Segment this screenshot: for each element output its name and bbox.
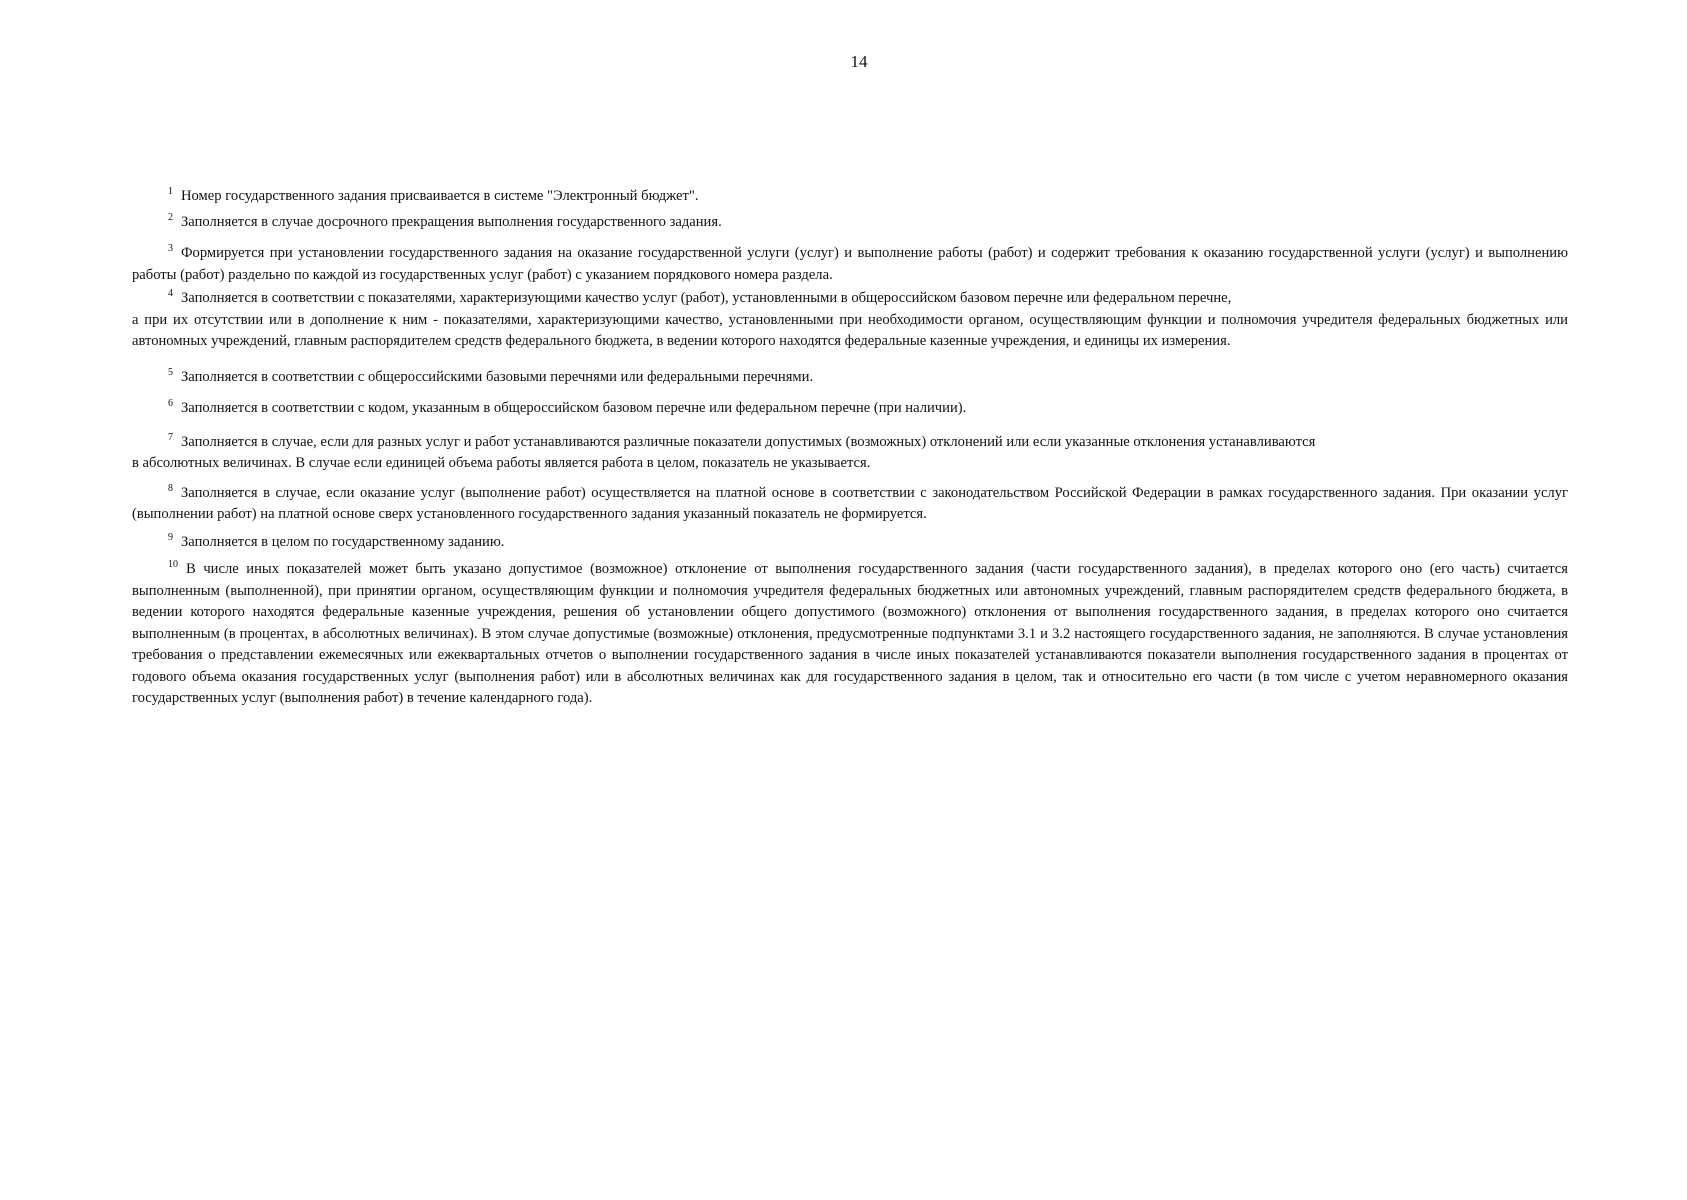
footnote-text: Формируется при установлении государственного задания на оказание государственной услуги (услуг) и выполнение работы (работ) и содержит требования к оказанию государственной услуги (услуг) и выполнению работы (работ) раздельно по каждой из государственных услуг (работ) с указанием порядкового номера раздела.: [132, 245, 1568, 283]
footnote-text: в абсолютных величинах. В случае если единицей объема работы является работа в целом, показатель не указывается.: [132, 455, 871, 471]
footnote-text: а при их отсутствии или в дополнение к ним - показателями, характеризующими качество, установленными при необходимости органом, осуществляющим функции и полномочия учредителя федеральных бюджетных или автономных учреждений, главным распорядителем средств федерального бюджета, в ведении которого находятся федеральные казенные учреждения, и единицы их измерения.: [132, 311, 1568, 349]
footnote-text: Заполняется в случае, если оказание услуг (выполнение работ) осуществляется на платной основе в соответствии с законодательством Российской Федерации в рамках государственного задания. При оказании услуг (выполнении работ) на платной основе сверх установленного государственного задания указанный показатель не формируется.: [132, 484, 1568, 522]
footnote-marker: 6: [168, 398, 173, 409]
footnote-text: Заполняется в целом по государственному заданию.: [181, 533, 505, 550]
footnote-2: [132, 212, 1568, 234]
footnote-10: [132, 559, 1568, 710]
footnote-marker: 7: [168, 431, 173, 443]
footnote-lead-line: [132, 432, 1568, 454]
footnote-marker: 10: [168, 559, 178, 570]
footnote-text: Номер государственного задания присваивается в системе "Электронный бюджет".: [181, 188, 699, 204]
footnote-text: Заполняется в соответствии с общероссийскими базовыми перечнями или федеральными перечнями.: [181, 368, 814, 385]
footnote-lead-line: [132, 288, 1568, 310]
footnote-7: [132, 432, 1568, 475]
footnote-3: [132, 243, 1568, 286]
footnote-9: [132, 532, 1568, 554]
footnote-marker: 1: [168, 186, 173, 197]
footnote-marker: 4: [168, 288, 173, 299]
footnote-lead-text: Заполняется в соответствии с показателями, характеризующими качество услуг (работ), установленными в общероссийском базовом перечне или федеральном перечне,: [181, 290, 1232, 306]
footnote-text: В числе иных показателей может быть указано допустимое (возможное) отклонение от выполнения государственного задания (части государственного задания), в пределах которого оно (его часть) считается выполненным (выполненной), при принятии органом, осуществляющим функции и полномочия учредителя федеральных бюджетных или автономных учреждений, главным распорядителем средств федерального бюджета, в ведении которого находятся федеральные казенные учреждения, решения об установлении общего допустимого (возможного) отклонения от выполнения государственного задания, в пределах которого оно считается выполненным (в процентах, в абсолютных величинах). В этом случае допустимые (возможные) отклонения, предусмотренные подпунктами 3.1 и 3.2 настоящего государственного задания, не заполняются. В случае установления требования о представлении ежемесячных или ежеквартальных отчетов о выполнении государственного задания в числе иных показателей устанавливаются показатели выполнения государственного задания в процентах от годового объема оказания государственных услуг (выполнения работ) или в абсолютных величинах как для государственного задания в целом, так и относительно его части (в том числе с учетом неравномерного оказания государственных услуг (выполнения работ) в течение календарного года).: [132, 561, 1568, 706]
footnote-marker: 9: [168, 531, 173, 543]
footnote-1: [132, 186, 1568, 208]
footnote-text: Заполняется в случае досрочного прекращения выполнения государственного задания.: [181, 213, 722, 230]
footnotes-section: [132, 186, 1568, 710]
footnote-marker: 5: [168, 366, 173, 378]
footnote-8: [132, 483, 1568, 526]
footnote-marker: 8: [168, 482, 173, 494]
footnote-marker: 3: [168, 243, 173, 254]
page-number: 14: [850, 52, 868, 71]
footnote-lead-text: Заполняется в случае, если для разных услуг и работ устанавливаются различные показатели допустимых (возможных) отклонений или если указанные отклонения устанавливаются: [181, 433, 1316, 450]
footnote-marker: 2: [168, 211, 173, 223]
footnote-6: [132, 398, 1568, 420]
footnote-text: Заполняется в соответствии с кодом, указанным в общероссийском базовом перечне или федеральном перечне (при наличии).: [181, 400, 967, 416]
footnote-5: [132, 367, 1568, 389]
footnote-4: [132, 288, 1568, 353]
